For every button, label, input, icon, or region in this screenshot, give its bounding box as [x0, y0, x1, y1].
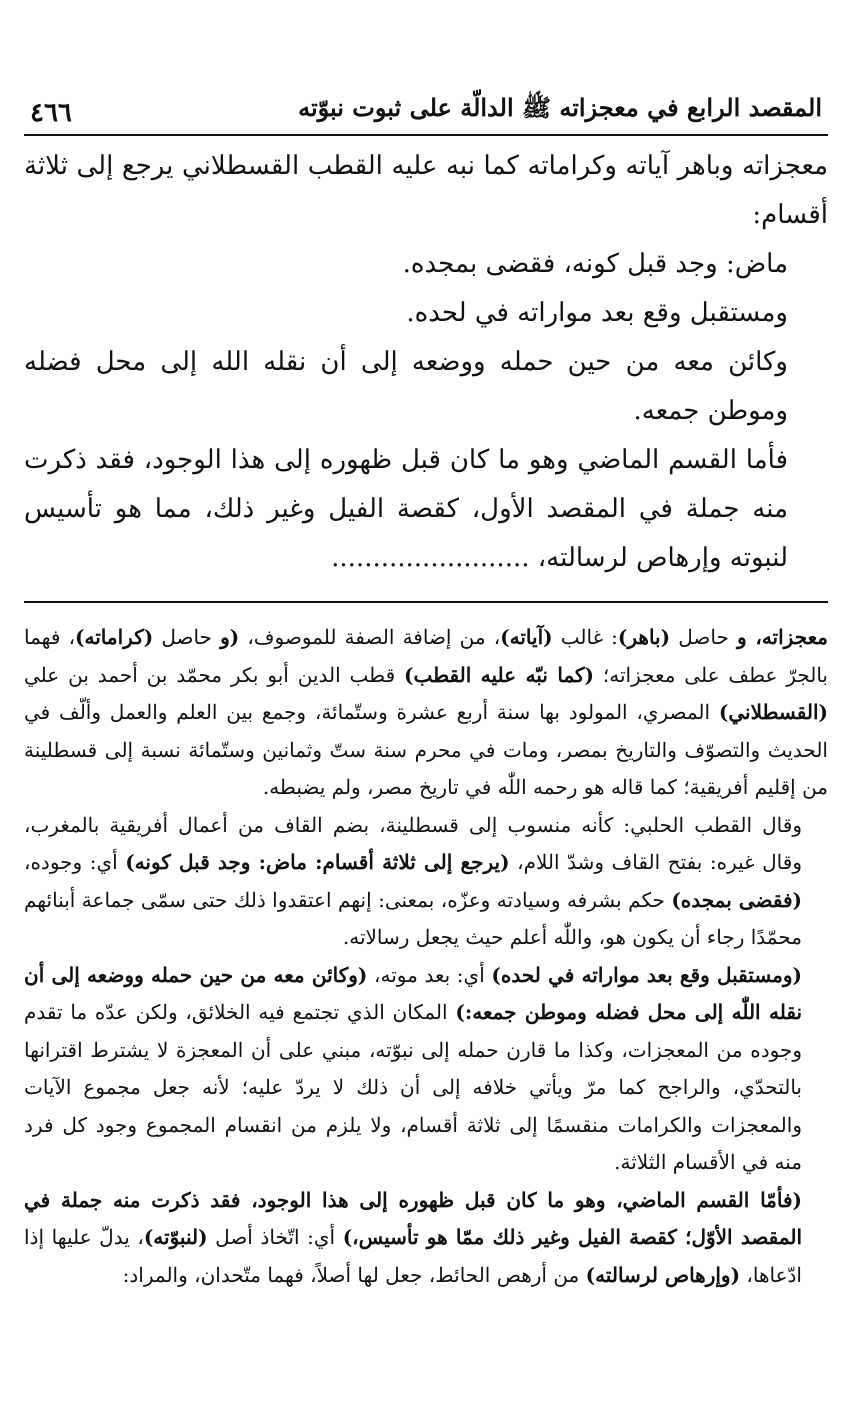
quoted-text: (فأمّا القسم الماضي، وهو ما كان قبل ظهوره إلى هذا الوجود، فقد ذكرت منه جملة في المقصد الأوّل؛ كقصة الفيل وغير ذلك ممّا هو تأسيس،) — [24, 1187, 803, 1249]
quoted-text: (فقضى بمجده) — [671, 887, 802, 912]
main-paragraph-3: ومستقبل وقع بعد مواراته في لحده. — [406, 298, 788, 328]
commentary-text: حاصل — [670, 625, 737, 649]
quoted-text: (ومستقبل وقع بعد مواراته في لحده) — [491, 962, 802, 987]
quoted-text: (وإرهاص لرسالته) — [585, 1262, 741, 1287]
quoted-text: (يرجع إلى ثلاثة أقسام: ماض: وجد قبل كونه) — [125, 850, 510, 874]
quoted-text: (وكائن معه من حين حمله ووضعه إلى أن نقله اللّٰه إلى محل فضله وموطن جمعه:) — [24, 962, 803, 1024]
commentary-text: المصري، المولود بها سنة أربع عشرة وستّمائة، وجمع بين العلم والعمل وألّف في الحديث والتصوّف والتاريخ بمصر، ومات في محرم سنة ستّ وثمانين وستّمائة نسبة إلى قسطلينة من إقليم أفريقية؛ كما قاله هو رحمه اللّٰه في تاريخ مصر، ولم يضبطه. — [24, 700, 828, 799]
quoted-text: (و — [220, 625, 240, 649]
ellipsis-dots: ........................ — [331, 543, 530, 573]
commentary-text: أي: بعد موته، — [367, 962, 492, 987]
quoted-text: (كراماته) — [75, 625, 154, 649]
main-paragraph-5-text: فأما القسم الماضي وهو ما كان قبل ظهوره إلى هذا الوجود، فقد ذكرت منه جملة في المقصد الأول، كقصة الفيل وغير ذلك، مما هو تأسيس لنبوته وإرهاص لرسالته، — [24, 445, 788, 573]
commentary-paragraph-3 — [24, 957, 828, 1182]
commentary-text: من أرهص الحائط، جعل لها أصلاً، فهما متّحدان، والمراد: — [122, 1262, 586, 1287]
quoted-text: (باهر) — [617, 625, 671, 649]
commentary-text: ، من إضافة الصفة للموصوف، — [239, 625, 501, 649]
main-paragraph-2: ماض: وجد قبل كونه، فقضى بمجده. — [402, 249, 788, 279]
main-text — [24, 142, 828, 583]
quoted-text: (كما نبّه عليه القطب) — [404, 662, 595, 687]
commentary-text: : غالب — [552, 625, 618, 649]
commentary-paragraph-1 — [24, 619, 828, 807]
commentary-text: المكان الذي تجتمع فيه الخلائق، ولكن عدّه ما تقدم وجوده من المعجزات، وكذا ما قارن حمله إلى نبوّته، مبني على أن المعجزة لا يشترط اقترانها بالتحدّي، والراجح كما مرّ ويأتي خلافه إلى أن ذلك لا يردّ عليه؛ لأنه جعل مجموع الآيات والمعجزات والكرامات منقسمًا إلى ثلاثة أقسام، ولا يلزم من انقسام المجموع وجود كل فرد منه في الأقسام الثلاثة. — [24, 1000, 802, 1174]
page-header — [24, 64, 828, 136]
commentary-paragraph-2 — [24, 807, 828, 957]
quoted-text: (القسطلاني) — [718, 700, 828, 724]
commentary-text: ، يدلّ عليها إذا ادّعاها، — [24, 1225, 802, 1287]
commentary-text: ، فهما بالجرّ عطف على معجزاته؛ — [24, 625, 828, 687]
page-number: ٤٦٦ — [30, 98, 72, 128]
running-title: المقصد الرابع في معجزاته ﷺ الدالّة على ثبوت نبوّته — [298, 93, 822, 122]
quoted-text: (لنبوّته) — [143, 1225, 208, 1249]
commentary-text: حكم بشرفه وسيادته وعزّه، بمعنى: إنهم اعتقدوا ذلك حتى سمّى جماعة أبنائهم محمّدًا رجاء أن يكون هو، واللّٰه أعلم حيث يجعل رسالاته. — [24, 887, 802, 949]
quoted-text: (آياته) — [500, 625, 553, 649]
commentary-paragraph-4 — [24, 1182, 828, 1295]
commentary-text: أي: اتّخاذ أصل — [207, 1225, 343, 1249]
commentary-text: وقال القطب الحلبي: كأنه منسوب إلى قسطلينة، بضم القاف من أعمال أفريقية بالمغرب، وقال غيره: بفتح القاف وشدّ اللام، — [24, 812, 802, 874]
book-page — [0, 64, 856, 1424]
main-paragraph-5 — [24, 436, 828, 583]
footnote-divider — [24, 601, 828, 603]
quoted-text: معجزاته، و — [736, 625, 828, 649]
commentary — [24, 619, 828, 1294]
main-paragraph-1: معجزاته وباهر آياته وكراماته كما نبه عليه القطب القسطلاني يرجع إلى ثلاثة أقسام: — [24, 151, 828, 230]
commentary-text: حاصل — [153, 625, 221, 649]
commentary-text: قطب الدين أبو بكر محمّد بن أحمد بن علي — [24, 662, 405, 687]
main-paragraph-4: وكائن معه من حين حمله ووضعه إلى أن نقله الله إلى محل فضله وموطن جمعه. — [24, 347, 788, 426]
commentary-text: أي: وجوده، — [24, 850, 126, 874]
